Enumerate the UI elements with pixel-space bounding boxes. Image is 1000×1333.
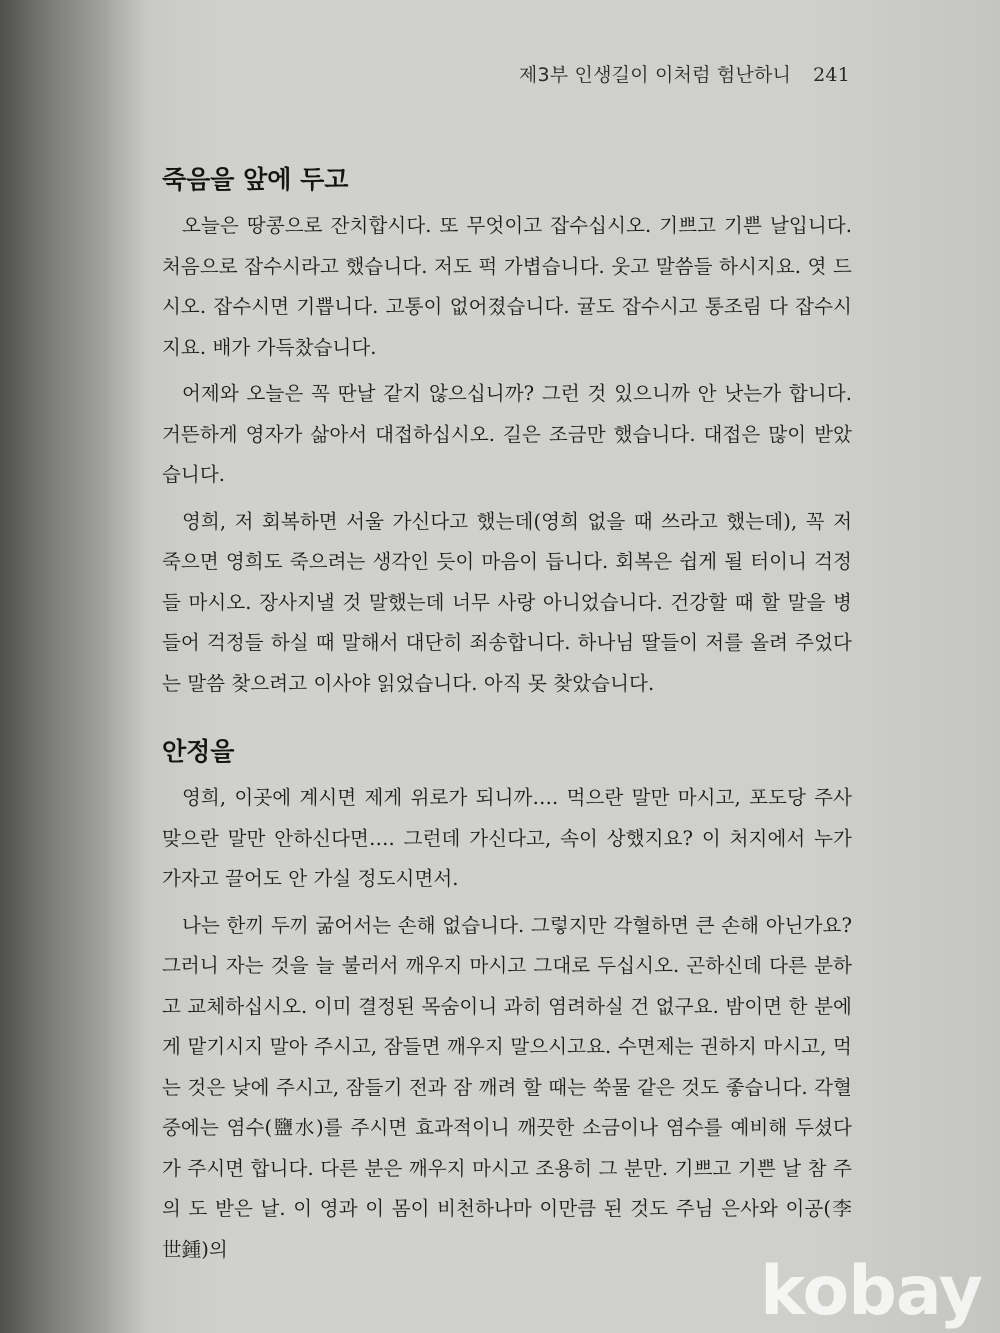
page-number: 241 bbox=[813, 64, 850, 86]
paragraph: 오늘은 땅콩으로 잔치합시다. 또 무엇이고 잡수십시오. 기쁘고 기쁜 날입니다. 처음으로 잡수시라고 했습니다. 저도 퍽 가볍습니다. 웃고 말씀들 하시지요. 엿 드시오. 잡수시면 기쁩니다. 고통이 없어졌습니다. 귤도 잡수시고 통조림 다 잡수시지요. 배가 가득찼습니다. bbox=[162, 214, 852, 359]
section-divider bbox=[162, 710, 852, 732]
paragraph: 영희, 저 회복하면 서울 가신다고 했는데(영희 없을 때 쓰라고 했는데), 꼭 저 죽으면 영희도 죽으려는 생각인 듯이 마음이 듭니다. 회복은 쉽게 될 터이니 걱정들 마시오. 장사지낼 것 말했는데 너무 사랑 아니었습니다. 건강할 때 할 말을 병들어 걱정들 하실 때 말해서 대단히 죄송합니다. 하나님 딸들이 저를 올려 주었다는 말씀 찾으려고 이사야 읽었습니다. 아직 못 찾았습니다. bbox=[162, 509, 853, 695]
paragraph: 나는 한끼 두끼 굶어서는 손해 없습니다. 그렇지만 각혈하면 큰 손해 아닌가요? 그러니 자는 것을 늘 불러서 깨우지 마시고 그대로 두십시오. 곤하신데 다른 분하고 교체하십시오. 이미 결정된 목숨이니 과히 염려하실 건 없구요. 밤이면 한 분에게 맡기시지 말아 주시고, 잠들면 깨우지 말으시고요. 수면제는 권하지 마시고, 먹는 것은 낮에 주시고, 잠들기 전과 잠 깨려 할 때는 쑥물 같은 것도 좋습니다. 각혈 중에는 염수(鹽水)를 주시면 효과적이니 깨끗한 소금이나 염수를 예비해 두셨다가 주시면 합니다. 다른 분은 깨우지 마시고 조용히 그 분만. 기쁘고 기쁜 날 참 주의 도 받은 날. 이 영과 이 몸이 비천하나마 이만큼 된 것도 주님 은사와 이공(李世鍾)의 bbox=[162, 913, 852, 1261]
page-content bbox=[162, 160, 852, 1276]
running-head bbox=[519, 60, 850, 87]
watermark-logo: kobay bbox=[760, 1252, 982, 1331]
section-heading: 안정을 bbox=[162, 737, 235, 766]
running-head-title: 제3부 인생길이 이처럼 험난하니 bbox=[518, 64, 792, 86]
paragraph: 영희, 이곳에 계시면 제게 위로가 되니까…. 먹으란 말만 마시고, 포도당 주사 맞으란 말만 안하신다면…. 그런데 가신다고, 속이 상했지요? 이 처지에서 누가 가자고 끌어도 안 가실 정도시면서. bbox=[162, 786, 852, 890]
section-heading: 죽음을 앞에 두고 bbox=[162, 165, 349, 194]
book-page bbox=[108, 0, 1000, 1333]
paragraph: 어제와 오늘은 꼭 딴날 같지 않으십니까? 그런 것 있으니까 안 낫는가 합니다. 거뜬하게 영자가 삶아서 대접하십시오. 길은 조금만 했습니다. 대접은 많이 받았습니다. bbox=[162, 382, 852, 486]
left-page-edge bbox=[0, 0, 110, 1333]
